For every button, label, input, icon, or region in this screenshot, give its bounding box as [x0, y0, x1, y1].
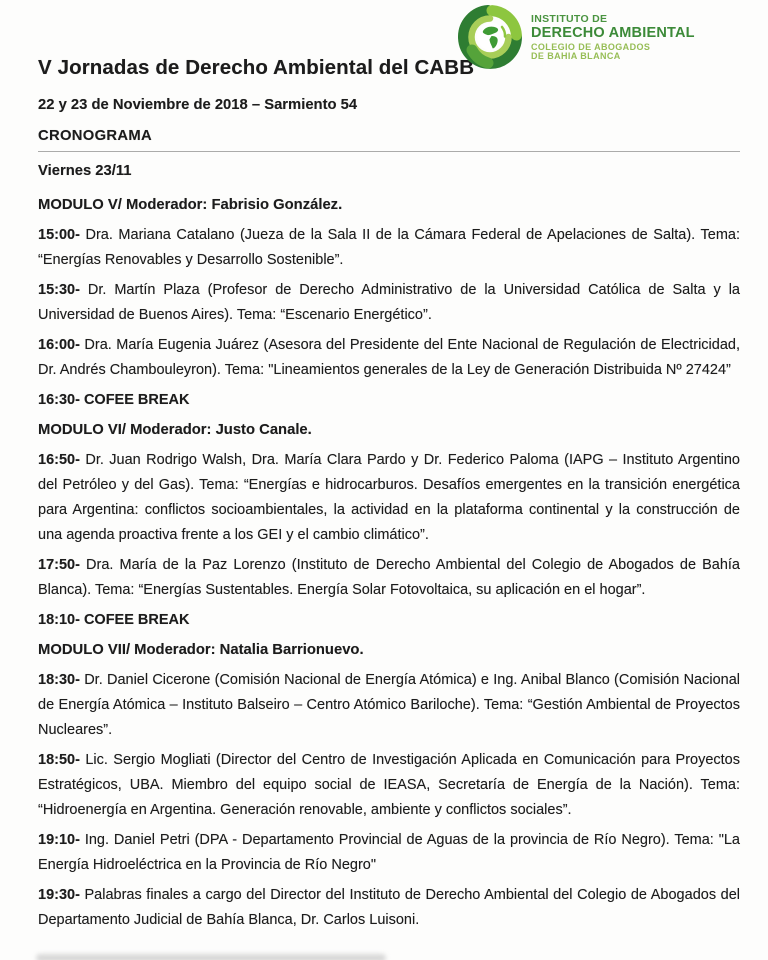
- schedule-entry: [38, 668, 740, 743]
- coffee-break-entry: [38, 608, 740, 633]
- session-text: Palabras finales a cargo del Director del Instituto de Derecho Ambiental del Colegio de Abogados del Departamento Judicial de Bahía Blanca, Dr. Carlos Luisoni.: [38, 887, 740, 928]
- globe-swirl-icon: [458, 5, 522, 69]
- session-text: Dra. María de la Paz Lorenzo (Instituto de Derecho Ambiental del Colegio de Abogados de Bahía Blanca). Tema: “Energías Sustentables. Energía Solar Fotovoltaica, su aplicación en el hogar”.: [38, 557, 740, 598]
- session-time: 15:00-: [38, 227, 86, 243]
- session-text: Dra. María Eugenia Juárez (Asesora del Presidente del Ente Nacional de Regulación de Electricidad, Dr. Andrés Chambouleyron). Tema: "Lineamientos generales de la Ley de Generación Distribuida Nº 27424”: [38, 337, 740, 378]
- module-heading: MODULO V/ Moderador: Fabrisio González.: [38, 197, 343, 213]
- schedule-entry: [38, 278, 740, 328]
- page-title: V Jornadas de Derecho Ambiental del CABB: [38, 56, 475, 79]
- session-time: 19:30-: [38, 887, 85, 903]
- session-time: 15:30-: [38, 282, 88, 298]
- section-heading-cronograma: CRONOGRAMA: [38, 128, 152, 144]
- logo-line-4: DE BAHIA BLANCA: [531, 51, 621, 62]
- logo-line-3: COLEGIO DE ABOGADOS: [531, 42, 651, 53]
- institute-logo-text: [531, 12, 695, 62]
- session-time: 16:30-: [38, 392, 84, 408]
- logo-line-2: DERECHO AMBIENTAL: [531, 25, 695, 42]
- schedule-entry: [38, 333, 740, 383]
- session-time: 16:00-: [38, 337, 85, 353]
- session-time: 18:10-: [38, 612, 84, 628]
- session-time: 18:30-: [38, 672, 85, 688]
- session-text: Lic. Sergio Mogliati (Director del Centro de Investigación Aplicada en Comunicación para Proyectos Estratégicos, UBA. Miembro del equipo social de IEASA, Secretaría de Energía de la Nación). Tema: “Hidroenergía en Argentina. Generación renovable, ambiente y conflictos sociales”.: [38, 752, 740, 818]
- schedule-list: [38, 193, 740, 933]
- module-heading: MODULO VI/ Moderador: Justo Canale.: [38, 422, 312, 438]
- session-time: 16:50-: [38, 452, 86, 468]
- coffee-break-entry: [38, 388, 740, 413]
- session-text: Dr. Juan Rodrigo Walsh, Dra. María Clara Pardo y Dr. Federico Paloma (IAPG – Instituto Argentino del Petróleo y del Gas). Tema: “Energías e hidrocarburos. Desafíos emergentes en la transición energética para Argentina: conflictos socioambientales, la actividad en la plataforma continental y la construcción de una agenda proactiva frente a los GEI y el cambio climático”.: [38, 452, 740, 543]
- schedule-entry: [38, 223, 740, 273]
- session-text: Ing. Daniel Petri (DPA - Departamento Provincial de Aguas de la provincia de Río Negro). Tema: "La Energía Hidroeléctrica en la Provincia de Río Negro": [38, 832, 740, 873]
- event-date-line: 22 y 23 de Noviembre de 2018 – Sarmiento 54: [38, 97, 358, 113]
- session-text: COFEE BREAK: [83, 392, 190, 408]
- session-text: Dra. Mariana Catalano (Jueza de la Sala II de la Cámara Federal de Apelaciones de Salta). Tema: “Energías Renovables y Desarrollo Sostenible”.: [38, 227, 740, 268]
- schedule-entry: [38, 553, 740, 603]
- day-heading: Viernes 23/11: [38, 163, 132, 179]
- session-time: 19:10-: [38, 832, 85, 848]
- session-time: 17:50-: [38, 557, 87, 573]
- session-text: Dr. Martín Plaza (Profesor de Derecho Administrativo de la Universidad Católica de Salta y la Universidad de Buenos Aires). Tema: “Escenario Energético”.: [38, 282, 740, 323]
- schedule-entry: [38, 828, 740, 878]
- session-time: 18:50-: [38, 752, 86, 768]
- logo-line-1: INSTITUTO DE: [531, 13, 608, 26]
- schedule-entry: [38, 448, 740, 548]
- scan-artifact: [36, 954, 386, 960]
- horizontal-rule: [38, 151, 740, 152]
- schedule-entry: [38, 748, 740, 823]
- module-heading: MODULO VII/ Moderador: Natalia Barrionuevo.: [38, 642, 364, 658]
- session-text: Dr. Daniel Cicerone (Comisión Nacional de Energía Atómica) e Ing. Anibal Blanco (Comisión Nacional de Energía Atómica – Instituto Balseiro – Centro Atómico Bariloche). Tema: “Gestión Ambiental de Proyectos Nucleares”.: [38, 672, 740, 738]
- schedule-entry: [38, 883, 740, 933]
- session-text: COFEE BREAK: [83, 612, 190, 628]
- institute-logo: [458, 5, 695, 69]
